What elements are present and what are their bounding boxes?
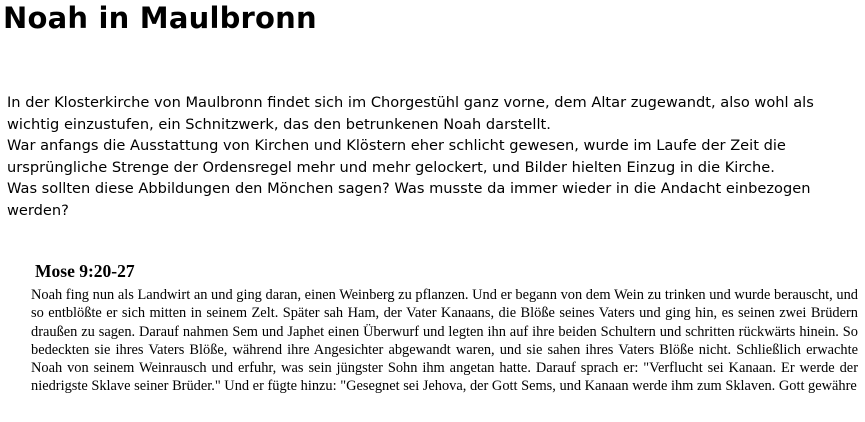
- intro-section: [7, 92, 859, 221]
- intro-paragraph-altar: In der Klosterkirche von Maulbronn findet sich im Chorgestühl ganz vorne, dem Altar zugewandt, also wohl als wichtig einzustufen, ein Schnitzwerk, das den betrunkenen Noah darstellt.: [7, 94, 814, 133]
- intro-paragraph-question: Was sollten diese Abbildungen den Mönchen sagen? Was musste da immer wieder in die Andacht einbezogen werden?: [7, 180, 811, 219]
- scripture-reference: Mose 9:20-27: [35, 261, 135, 281]
- page-title: Noah in Maulbronn: [3, 1, 317, 35]
- scripture-text: Noah fing nun als Landwirt an und ging daran, einen Weinberg zu pflanzen. Und er begann von dem Wein zu trinken und wurde berauscht, und so entblößte er sich mitten in seinem Zelt. Später sah Ham, der Vater Kanaans, die Blöße seines Vaters und ging hin, es seinen zwei Brüdern draußen zu sagen. Darauf nahmen Sem und Japhet einen Überwurf und legten ihn auf ihre beiden Schultern und schritten rückwärts hinein. So bedeckten sie ihres Vaters Blöße, während ihre Angesichter abgewandt waren, und sie sahen ihres Vaters Blöße nicht. Schließlich erwachte Noah von seinem Weinrausch und erfuhr, was sein jüngster Sohn ihm angetan hatte. Darauf sprach er: "Verflucht sei Kanaan. Er werde der niedrigste Sklave seiner Brüder." Und er fügte hinzu: "Gesegnet sei Jehova, der Gott Sems, und Kanaan werde ihm zum Sklaven. Gott gewähre: [31, 287, 858, 395]
- intro-paragraph-furnishing: War anfangs die Ausstattung von Kirchen und Klöstern eher schlicht gewesen, wurde im Laufe der Zeit die ursprüngliche Strenge der Ordensregel mehr und mehr gelockert, und Bilder hielten Einzug in die Kirche.: [7, 137, 786, 176]
